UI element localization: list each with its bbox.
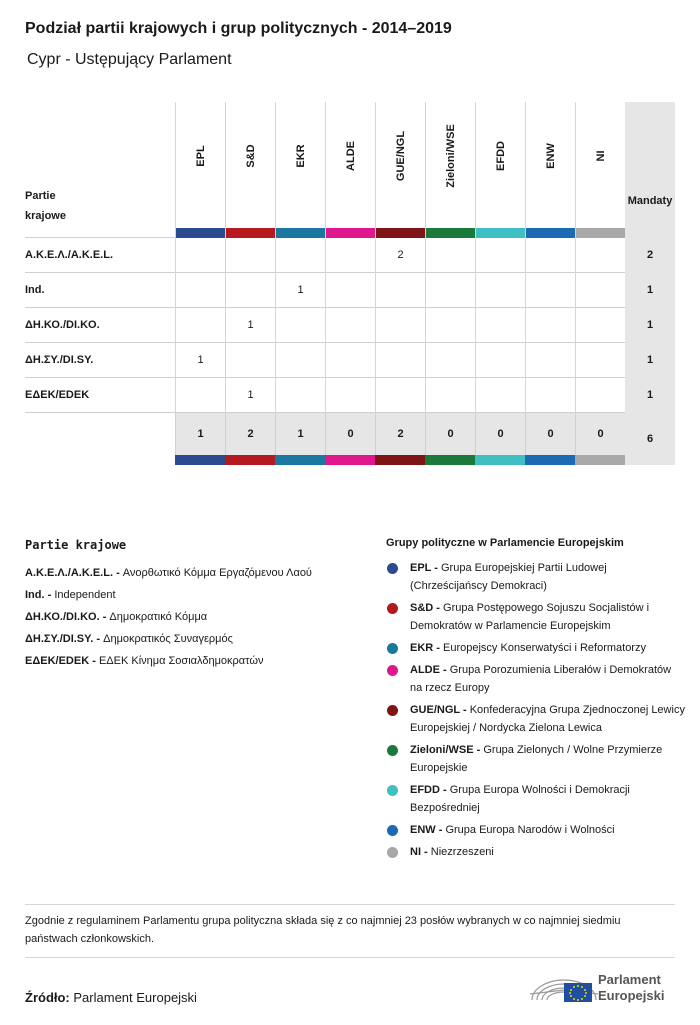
column-header-8: [575, 102, 625, 238]
seat-cell: [575, 378, 625, 413]
party-legend-item: Ind. - Independent: [25, 589, 116, 601]
seat-cell: [325, 378, 375, 413]
group-color-dot-icon: [387, 785, 398, 796]
row-seats: 1: [625, 378, 675, 413]
political-groups-legend: [386, 537, 686, 865]
total-color-bar: [175, 455, 225, 465]
seat-cell: [425, 308, 475, 343]
seat-cell: [225, 273, 275, 308]
total-color-bar: [375, 455, 425, 465]
party-legend-item: ΕΔΕΚ/EDEK - ΕΔΕΚ Κίνημα Σοσιαλδημοκρατών: [25, 655, 264, 667]
row-seats: 2: [625, 238, 675, 273]
seat-cell: [175, 273, 225, 308]
seat-cell: [475, 378, 525, 413]
row-seats: 1: [625, 308, 675, 343]
column-color-bar: [276, 228, 325, 238]
seat-cell: [175, 378, 225, 413]
seat-cell: [525, 378, 575, 413]
total-cell: 0: [525, 413, 575, 455]
source-line: [25, 990, 197, 1005]
party-name: Ind.: [25, 284, 45, 296]
group-legend-item: S&D - Grupa Postępowego Sojuszu Socjalistów i Demokratów w Parlamencie Europejskim: [386, 599, 686, 635]
column-label: S&D: [244, 144, 257, 168]
seat-cell: [475, 308, 525, 343]
seat-cell: [475, 238, 525, 273]
column-header-7: [525, 102, 575, 238]
seat-cell: 1: [225, 378, 275, 413]
column-header-5: [425, 102, 475, 238]
seat-cell: [375, 378, 425, 413]
total-color-bar: [275, 455, 325, 465]
group-color-dot-icon: [387, 563, 398, 574]
national-parties-legend: [25, 538, 365, 672]
column-label: EFDD: [494, 141, 507, 171]
seat-cell: [425, 343, 475, 378]
seat-cell: [525, 343, 575, 378]
column-header-2: [275, 102, 325, 238]
group-color-dot-icon: [387, 603, 398, 614]
total-color-bar: [525, 455, 575, 465]
seat-cell: [575, 238, 625, 273]
table-row: [25, 343, 675, 378]
total-color-bar: [225, 455, 275, 465]
total-cell: 0: [575, 413, 625, 455]
divider: [25, 904, 675, 905]
group-legend-item: GUE/NGL - Konfederacyjna Grupa Zjednoczonej Lewicy Europejskiej / Nordycka Zielona Lewica: [386, 701, 686, 737]
column-header-0: [175, 102, 225, 238]
total-color-bar: [325, 455, 375, 465]
seat-cell: [475, 273, 525, 308]
seat-cell: [525, 238, 575, 273]
group-color-dot-icon: [387, 705, 398, 716]
party-column-header: Partie krajowe: [25, 190, 66, 222]
party-name: ΕΔΕΚ/EDEK: [25, 389, 90, 401]
political-groups-legend-title: Grupy polityczne w Parlamencie Europejskim: [386, 537, 624, 549]
national-parties-legend-title: Partie krajowe: [25, 538, 127, 552]
total-cell: 2: [225, 413, 275, 455]
column-label: ENW: [544, 143, 557, 169]
seat-cell: [225, 238, 275, 273]
table-row: [25, 378, 675, 413]
column-label: EKR: [294, 144, 307, 168]
parliament-logo-text: Parlament Europejski: [598, 972, 665, 1003]
column-color-bar: [426, 228, 475, 238]
column-label: EPL: [194, 145, 207, 167]
total-seats: 6: [625, 413, 675, 465]
table-row: [25, 308, 675, 343]
column-color-bar: [376, 228, 425, 238]
group-color-dot-icon: [387, 665, 398, 676]
seats-table: [25, 100, 675, 465]
party-name: ΔΗ.ΚΟ./DI.KO.: [25, 319, 100, 331]
seat-cell: [575, 343, 625, 378]
group-legend-item: NI - Niezrzeszeni: [386, 843, 686, 861]
page-title: Podział partii krajowych i grup politycznych - 2014–2019: [25, 20, 452, 37]
group-legend-item: Zieloni/WSE - Grupa Zielonych / Wolne Przymierze Europejskie: [386, 741, 686, 777]
totals-row: [25, 413, 675, 465]
seat-cell: [425, 273, 475, 308]
divider: [25, 957, 675, 958]
seat-cell: 1: [275, 273, 325, 308]
group-legend-item: EFDD - Grupa Europa Wolności i Demokracji Bezpośredniej: [386, 781, 686, 817]
group-legend-item: ALDE - Grupa Porozumienia Liberałów i Demokratów na rzecz Europy: [386, 661, 686, 697]
column-label: Zieloni/WSE: [444, 124, 457, 188]
seat-cell: 1: [175, 343, 225, 378]
seat-cell: [175, 238, 225, 273]
group-legend-item: EKR - Europejscy Konserwatyści i Reformatorzy: [386, 639, 686, 657]
party-legend-item: Α.Κ.Ε.Λ./A.K.E.L. - Ανορθωτικό Κόμμα Εργαζόμενου Λαού: [25, 567, 312, 579]
seat-cell: [325, 238, 375, 273]
seat-cell: [325, 273, 375, 308]
seat-cell: [325, 308, 375, 343]
total-cell: 1: [175, 413, 225, 455]
row-seats: 1: [625, 343, 675, 378]
page-subtitle: Cypr - Ustępujący Parlament: [27, 51, 232, 68]
seat-cell: [425, 238, 475, 273]
seat-cell: 2: [375, 238, 425, 273]
total-cell: 0: [425, 413, 475, 455]
column-label: ALDE: [344, 141, 357, 171]
column-color-bar: [176, 228, 225, 238]
column-header-6: [475, 102, 525, 238]
source-label: Źródło:: [25, 990, 70, 1005]
total-cell: 0: [475, 413, 525, 455]
seat-cell: [575, 273, 625, 308]
total-color-bar: [475, 455, 525, 465]
seat-cell: [225, 343, 275, 378]
column-color-bar: [526, 228, 575, 238]
party-name: Α.Κ.Ε.Λ./A.K.E.L.: [25, 249, 114, 261]
seat-cell: [525, 273, 575, 308]
seat-cell: [475, 343, 525, 378]
table-row: [25, 238, 675, 273]
party-legend-item: ΔΗ.ΣΥ./DI.SY. - Δημοκρατικός Συναγερμός: [25, 633, 233, 645]
seat-cell: [425, 378, 475, 413]
group-color-dot-icon: [387, 745, 398, 756]
column-header-4: [375, 102, 425, 238]
total-cell: 0: [325, 413, 375, 455]
seat-cell: [325, 343, 375, 378]
column-header-3: [325, 102, 375, 238]
seat-cell: [375, 308, 425, 343]
column-header-1: [225, 102, 275, 238]
table-header: [25, 100, 675, 238]
column-color-bar: [326, 228, 375, 238]
seat-cell: [375, 343, 425, 378]
table-row: [25, 273, 675, 308]
group-legend-item: ENW - Grupa Europa Narodów i Wolności: [386, 821, 686, 839]
total-cell: 2: [375, 413, 425, 455]
column-color-bar: [476, 228, 525, 238]
seat-cell: [275, 343, 325, 378]
seat-cell: [275, 308, 325, 343]
footnote: Zgodnie z regulaminem Parlamentu grupa polityczna składa się z co najmniej 23 posłów wybranych w co najmniej siedmiu państwach członkowskich.: [25, 915, 621, 945]
seat-cell: 1: [225, 308, 275, 343]
total-color-bar: [425, 455, 475, 465]
seat-cell: [275, 378, 325, 413]
row-seats: 1: [625, 273, 675, 308]
source-value: Parlament Europejski: [73, 990, 197, 1005]
seat-cell: [175, 308, 225, 343]
total-cell: 1: [275, 413, 325, 455]
party-legend-item: ΔΗ.ΚΟ./DI.KO. - Δημοκρατικό Κόμμα: [25, 611, 208, 623]
seat-cell: [275, 238, 325, 273]
group-color-dot-icon: [387, 825, 398, 836]
seat-cell: [375, 273, 425, 308]
seat-cell: [525, 308, 575, 343]
column-label: GUE/NGL: [394, 130, 407, 182]
seats-column-header: Mandaty: [625, 102, 675, 238]
column-color-bar: [226, 228, 275, 238]
column-label: NI: [594, 150, 607, 162]
group-color-dot-icon: [387, 643, 398, 654]
group-legend-item: EPL - Grupa Europejskiej Partii Ludowej (Chrześcijańscy Demokraci): [386, 559, 686, 595]
party-name: ΔΗ.ΣΥ./DI.SY.: [25, 354, 94, 366]
seat-cell: [575, 308, 625, 343]
total-color-bar: [575, 455, 625, 465]
column-color-bar: [576, 228, 625, 238]
group-color-dot-icon: [387, 847, 398, 858]
